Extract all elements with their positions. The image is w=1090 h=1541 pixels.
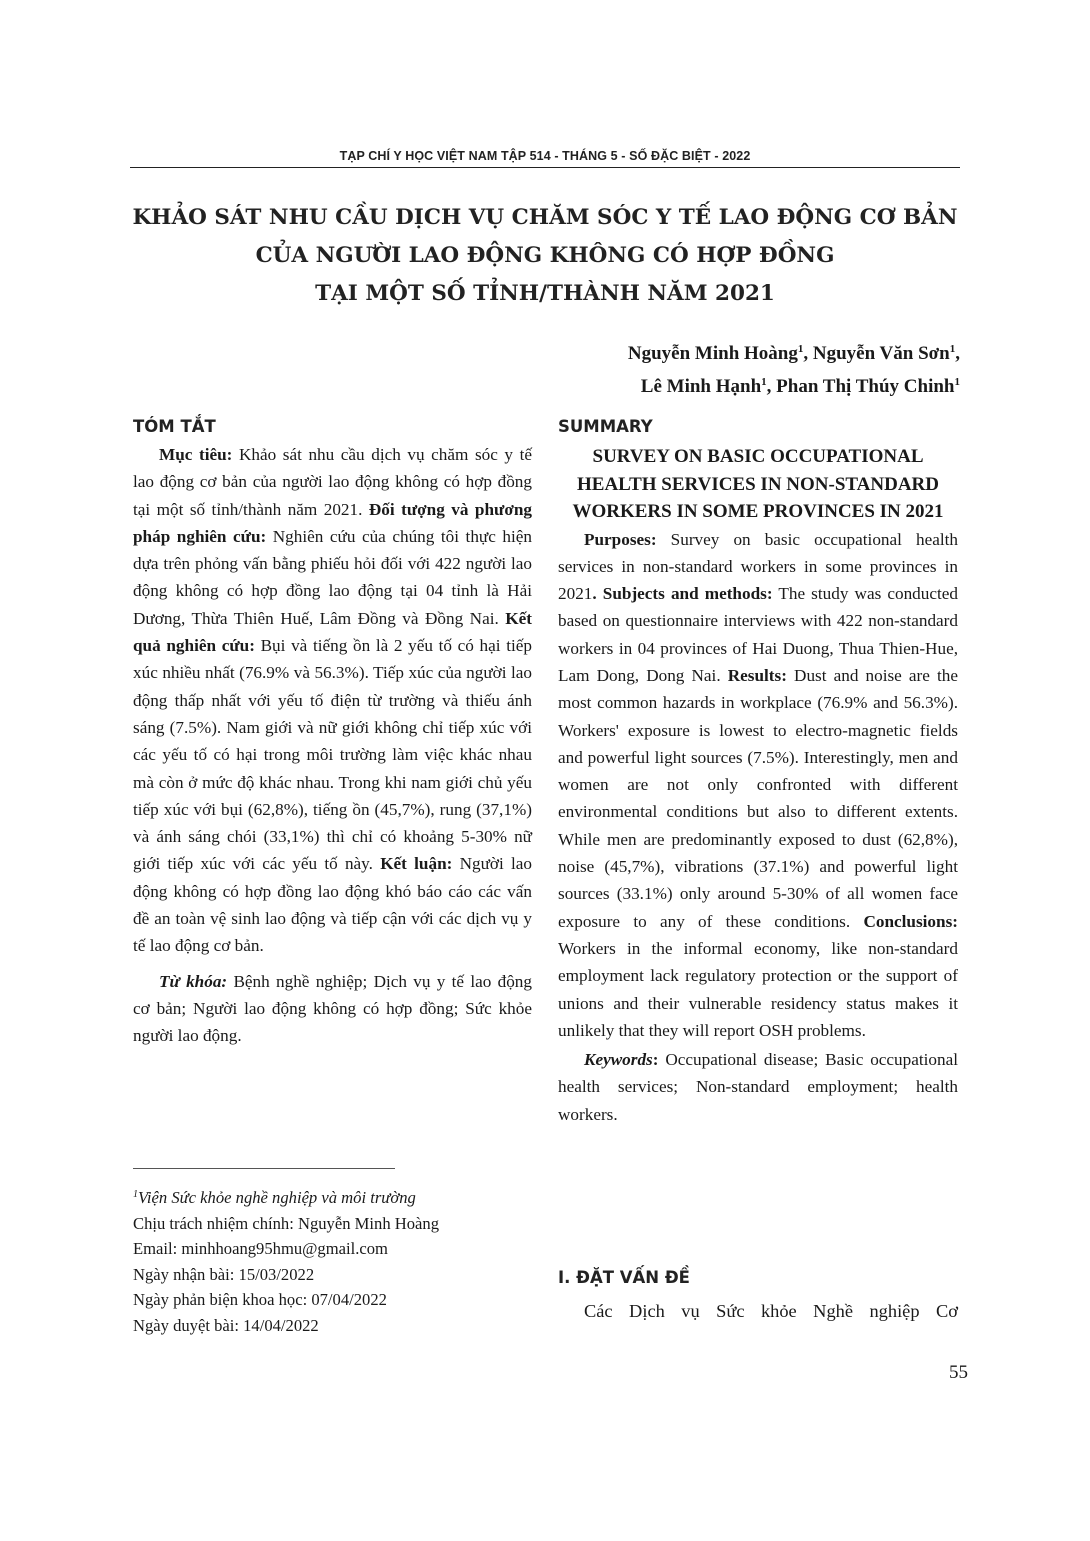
english-title: SURVEY ON BASIC OCCUPATIONAL HEALTH SERVICES IN NON-STANDARD WORKERS IN SOME PROVINCES IN 2021 — [572, 446, 944, 522]
text-keywords-en: Occupational disease; Basic occupational health services; Non-standard employment; health workers. — [558, 1050, 958, 1124]
label-subjects-methods: . Subjects and methods: — [592, 584, 773, 604]
keywords-vi — [133, 968, 532, 1050]
footnotes — [133, 1182, 533, 1338]
text-methods: Nghiên cứu của chúng tôi thực hiện dựa trên phỏng vấn bằng phiếu hỏi đối với 422 người lao động không có hợp đồng lao động tại 04 tỉnh là Hải Dương, Thừa Thiên Huế, Lâm Đồng và Đồng Nai. — [133, 526, 532, 628]
text-objective: Khảo sát nhu cầu dịch vụ chăm sóc y tế lao động cơ bản của người lao động không có hợp đồng tại một số tỉnh/thành năm 2021. — [133, 445, 532, 519]
text-conclusion: Người lao động không có hợp đồng lao động khó báo cáo các vấn đề an toàn vệ sinh lao động và tiếp cận với các dịch vụ y tế lao động cơ bản. — [133, 854, 533, 956]
author-list — [400, 335, 960, 401]
abstract-english — [558, 415, 958, 1128]
author-name: Nguyễn Minh Hoàng — [627, 343, 798, 364]
text-subjects-methods: The study was conducted based on questionnaire interviews with 422 non-standard workers in 04 provinces of Hai Duong, Thua Thien-Hue, Lam Dong, Dong Nai. — [558, 584, 958, 685]
footnote-received: Ngày nhận bài: 15/03/2022 — [133, 1264, 315, 1284]
abstract-en-body — [558, 526, 958, 1045]
introduction-first-line: Các Dịch vụ Sức khỏe Nghề nghiệp Cơ — [584, 1301, 958, 1321]
affiliation-marker: 1 — [949, 343, 956, 355]
label-results: Kết quả nghiên cứu: — [133, 608, 532, 656]
section-heading-introduction: I. ĐẶT VẤN ĐỀ — [558, 1268, 690, 1287]
title-line-2: CỦA NGƯỜI LAO ĐỘNG KHÔNG CÓ HỢP ĐỒNG — [255, 243, 835, 268]
title-line-3: TẠI MỘT SỐ TỈNH/THÀNH NĂM 2021 — [315, 281, 775, 306]
keywords-en — [558, 1046, 958, 1128]
footnote-responsible: Chịu trách nhiệm chính: Nguyễn Minh Hoàng — [133, 1213, 440, 1233]
article-title — [130, 199, 960, 313]
footnote-accepted: Ngày duyệt bài: 14/04/2022 — [133, 1315, 319, 1335]
text-purposes: Survey on basic occupational health services in non-standard workers in some provinces in 2021 — [558, 529, 958, 604]
label-keywords-en: Keywords — [584, 1050, 653, 1070]
affiliation-marker: 1 — [797, 343, 804, 355]
footnote-marker: 1 — [133, 1189, 138, 1200]
abstract-vietnamese — [133, 415, 532, 1050]
author-line-2 — [400, 368, 960, 401]
text-results: Bụi và tiếng ồn là 2 yếu tố có hại tiếp xúc nhiều nhất (76.9% và 56.3%). Tiếp xúc của người lao động thấp nhất với yếu tố điện từ trường và thiếu ánh sáng (7.5%). Nam giới và nữ giới không chỉ tiếp xúc với các yếu tố có hại trong môi trường làm việc khác nhau mà còn ở mức độ khác nhau. Trong khi nam giới chủ yếu tiếp xúc với bụi (62,8%), tiếng ồn (45,7%), rung (37,1%) và ánh sáng chói (33,1%) thì chỉ có khoảng 5-30% nữ giới tiếp xúc với các yếu tố này. — [133, 636, 532, 874]
label-conclusion: Kết luận: — [380, 854, 453, 874]
author-line-1 — [400, 335, 960, 368]
footnote-reviewed: Ngày phản biện khoa học: 07/04/2022 — [133, 1290, 387, 1309]
author-name: Lê Minh Hạnh — [640, 376, 762, 397]
label-methods: Đối tượng và phương pháp nghiên cứu: — [133, 499, 532, 546]
label-results-en: Results: — [727, 665, 787, 685]
label-purposes: Purposes: — [584, 529, 657, 549]
text-results-en: Dust and noise are the most common hazards in workplace (76.9% and 56.3%). Workers' exposure is lowest to electro-magnetic fields and powerful light sources (7.5%). Interestingly, men and women are not only confronted with different environmental conditions but also to different extents. While men are predominantly exposed to dust (62,8%), noise (45,7%), vibrations (37.1%) and powerful light sources (33.1%) only around 5-30% of all women face exposure to any of these conditions. — [558, 665, 958, 931]
label-keywords-vi: Từ khóa: — [159, 971, 228, 991]
running-head: TẠP CHÍ Y HỌC VIỆT NAM TẬP 514 - THÁNG 5 - SỐ ĐẶC BIỆT - 2022 — [339, 149, 751, 163]
keywords-colon: : — [652, 1050, 659, 1070]
text-keywords-vi: Bệnh nghề nghiệp; Dịch vụ y tế lao động cơ bản; Người lao động không có hợp đồng; Sức khỏe người lao động. — [133, 971, 532, 1046]
author-name: Nguyễn Văn Sơn — [812, 343, 950, 364]
title-line-1: KHẢO SÁT NHU CẦU DỊCH VỤ CHĂM SÓC Y TẾ LAO ĐỘNG CƠ BẢN — [132, 205, 958, 230]
author-separator: , — [766, 376, 777, 397]
footnote-affiliation: $^1$Viện Sức khỏe nghề nghiệp và môi trường — [133, 1188, 416, 1207]
affiliation-marker: 1 — [954, 376, 960, 388]
footnote-rule — [133, 1168, 395, 1169]
author-name: Phan Thị Thúy Chinh — [776, 376, 955, 397]
section-heading-tom-tat: TÓM TẮT — [133, 417, 216, 436]
abstract-vi-body — [133, 441, 532, 960]
text-conclusions-en: Workers in the informal economy, like non-standard employment lack regulatory protection or the support of unions and their vulnerable residency status makes it unlikely that they will report OSH problems. — [558, 938, 958, 1040]
header-rule — [130, 167, 960, 168]
footnote-email: Email: minhhoang95hmu@gmail.com — [133, 1239, 388, 1258]
label-objective: Mục tiêu: — [159, 445, 233, 464]
author-separator: , — [803, 343, 813, 364]
affiliation-marker: 1 — [761, 376, 767, 388]
label-conclusions-en: Conclusions: — [863, 911, 958, 931]
author-separator: , — [955, 343, 960, 364]
section-heading-summary: SUMMARY — [558, 417, 653, 436]
page-number: 55 — [949, 1362, 968, 1383]
